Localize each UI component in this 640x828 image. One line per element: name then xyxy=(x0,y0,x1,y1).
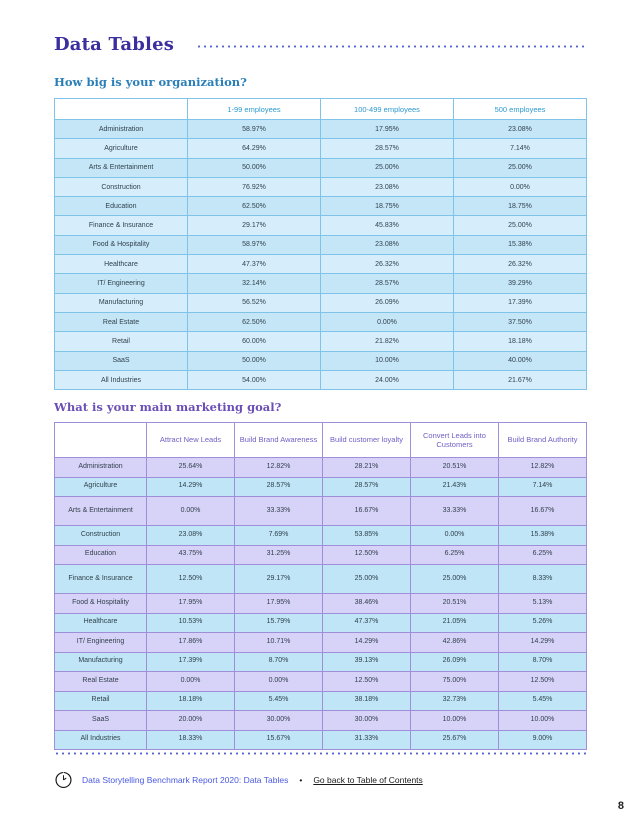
cell-value: 18.33% xyxy=(147,730,235,750)
cell-value: 25.67% xyxy=(411,730,499,750)
column-header-attract-new-leads: Attract New Leads xyxy=(147,423,235,458)
row-label: Retail xyxy=(55,691,147,711)
row-label: Manufacturing xyxy=(55,293,188,312)
clock-logo-icon xyxy=(54,770,73,789)
table-organization-size xyxy=(54,98,587,390)
cell-value: 15.79% xyxy=(235,613,323,633)
row-label: IT/ Engineering xyxy=(55,633,147,653)
cell-value: 60.00% xyxy=(188,332,321,351)
cell-value: 31.25% xyxy=(235,545,323,565)
cell-value: 0.00% xyxy=(411,526,499,546)
cell-value: 28.57% xyxy=(321,139,454,158)
cell-value: 6.25% xyxy=(499,545,587,565)
cell-value: 47.37% xyxy=(323,613,411,633)
cell-value: 25.00% xyxy=(454,158,587,177)
cell-value: 28.57% xyxy=(321,274,454,293)
cell-value: 23.08% xyxy=(454,120,587,139)
table-row xyxy=(55,545,587,565)
page-footer xyxy=(54,770,423,789)
cell-value: 0.00% xyxy=(235,672,323,692)
row-label: Arts & Entertainment xyxy=(55,497,147,526)
row-label: Healthcare xyxy=(55,255,188,274)
cell-value: 21.43% xyxy=(411,477,499,497)
column-header-1-99: 1-99 employees xyxy=(188,99,321,120)
cell-value: 10.00% xyxy=(499,711,587,731)
table-row-all-industries xyxy=(55,730,587,750)
cell-value: 23.08% xyxy=(321,177,454,196)
cell-value: 9.00% xyxy=(499,730,587,750)
cell-value: 12.50% xyxy=(323,545,411,565)
section-heading-organization-size: How big is your organization? xyxy=(54,75,247,89)
cell-value: 58.97% xyxy=(188,120,321,139)
cell-value: 10.00% xyxy=(411,711,499,731)
cell-value: 21.82% xyxy=(321,332,454,351)
page-number: 8 xyxy=(617,800,624,812)
cell-value: 38.18% xyxy=(323,691,411,711)
cell-value: 50.00% xyxy=(188,351,321,370)
cell-value: 10.00% xyxy=(321,351,454,370)
row-label: All Industries xyxy=(55,370,188,389)
cell-value: 5.45% xyxy=(499,691,587,711)
row-label: Arts & Entertainment xyxy=(55,158,188,177)
cell-value: 8.70% xyxy=(499,652,587,672)
cell-value: 17.95% xyxy=(235,594,323,614)
cell-value: 16.67% xyxy=(499,497,587,526)
cell-value: 17.39% xyxy=(454,293,587,312)
table-row xyxy=(55,197,587,216)
cell-value: 18.75% xyxy=(321,197,454,216)
cell-value: 5.13% xyxy=(499,594,587,614)
column-header-build-brand-awareness: Build Brand Awareness xyxy=(235,423,323,458)
row-label: Administration xyxy=(55,120,188,139)
cell-value: 26.32% xyxy=(454,255,587,274)
row-label: Food & Hospitality xyxy=(55,594,147,614)
cell-value: 18.18% xyxy=(147,691,235,711)
table-row xyxy=(55,526,587,546)
row-label: Agriculture xyxy=(55,139,188,158)
row-label: SaaS xyxy=(55,711,147,731)
cell-value: 47.37% xyxy=(188,255,321,274)
cell-value: 32.14% xyxy=(188,274,321,293)
table-row xyxy=(55,477,587,497)
title-divider-dots xyxy=(196,45,586,48)
table-header xyxy=(55,423,587,458)
table-header-row xyxy=(55,99,587,120)
footer-divider-dots xyxy=(54,752,586,755)
table-row xyxy=(55,691,587,711)
column-header-industry xyxy=(55,99,188,120)
cell-value: 50.00% xyxy=(188,158,321,177)
row-label: Administration xyxy=(55,458,147,478)
cell-value: 17.95% xyxy=(147,594,235,614)
cell-value: 26.32% xyxy=(321,255,454,274)
table-row xyxy=(55,711,587,731)
cell-value: 25.00% xyxy=(411,565,499,594)
table-row xyxy=(55,594,587,614)
cell-value: 17.39% xyxy=(147,652,235,672)
cell-value: 39.29% xyxy=(454,274,587,293)
table-header-row xyxy=(55,423,587,458)
cell-value: 15.38% xyxy=(454,235,587,254)
table-row xyxy=(55,351,587,370)
cell-value: 21.05% xyxy=(411,613,499,633)
cell-value: 38.46% xyxy=(323,594,411,614)
cell-value: 58.97% xyxy=(188,235,321,254)
cell-value: 76.92% xyxy=(188,177,321,196)
cell-value: 14.29% xyxy=(323,633,411,653)
cell-value: 62.50% xyxy=(188,197,321,216)
table-body xyxy=(55,120,587,390)
cell-value: 56.52% xyxy=(188,293,321,312)
cell-value: 0.00% xyxy=(147,672,235,692)
cell-value: 14.29% xyxy=(147,477,235,497)
cell-value: 6.25% xyxy=(411,545,499,565)
cell-value: 42.86% xyxy=(411,633,499,653)
row-label: Healthcare xyxy=(55,613,147,633)
table-row-all-industries xyxy=(55,370,587,389)
table-row xyxy=(55,312,587,331)
cell-value: 43.75% xyxy=(147,545,235,565)
cell-value: 12.50% xyxy=(147,565,235,594)
table-row xyxy=(55,274,587,293)
footer-separator: • xyxy=(299,774,303,785)
table-row xyxy=(55,458,587,478)
cell-value: 7.14% xyxy=(454,139,587,158)
table-row xyxy=(55,120,587,139)
cell-value: 30.00% xyxy=(323,711,411,731)
cell-value: 40.00% xyxy=(454,351,587,370)
row-label: Construction xyxy=(55,526,147,546)
column-header-100-499: 100-499 employees xyxy=(321,99,454,120)
cell-value: 8.70% xyxy=(235,652,323,672)
cell-value: 29.17% xyxy=(188,216,321,235)
cell-value: 17.95% xyxy=(321,120,454,139)
cell-value: 39.13% xyxy=(323,652,411,672)
table-of-contents-link[interactable]: Go back to Table of Contents xyxy=(313,774,423,785)
row-label: SaaS xyxy=(55,351,188,370)
row-label: Agriculture xyxy=(55,477,147,497)
cell-value: 20.51% xyxy=(411,594,499,614)
table-row xyxy=(55,332,587,351)
cell-value: 25.64% xyxy=(147,458,235,478)
cell-value: 7.14% xyxy=(499,477,587,497)
section-heading-marketing-goal: What is your main marketing goal? xyxy=(54,400,282,414)
row-label: Real Estate xyxy=(55,672,147,692)
cell-value: 14.29% xyxy=(499,633,587,653)
row-label: All Industries xyxy=(55,730,147,750)
table-row xyxy=(55,216,587,235)
cell-value: 8.33% xyxy=(499,565,587,594)
row-label: Education xyxy=(55,545,147,565)
table-row xyxy=(55,633,587,653)
cell-value: 28.21% xyxy=(323,458,411,478)
table-marketing-goal xyxy=(54,422,587,750)
table-row xyxy=(55,158,587,177)
cell-value: 53.85% xyxy=(323,526,411,546)
cell-value: 18.18% xyxy=(454,332,587,351)
cell-value: 25.00% xyxy=(454,216,587,235)
cell-value: 37.50% xyxy=(454,312,587,331)
cell-value: 30.00% xyxy=(235,711,323,731)
cell-value: 32.73% xyxy=(411,691,499,711)
cell-value: 0.00% xyxy=(147,497,235,526)
column-header-industry xyxy=(55,423,147,458)
cell-value: 75.00% xyxy=(411,672,499,692)
cell-value: 5.45% xyxy=(235,691,323,711)
table-row xyxy=(55,235,587,254)
cell-value: 33.33% xyxy=(235,497,323,526)
cell-value: 28.57% xyxy=(323,477,411,497)
table-row xyxy=(55,565,587,594)
cell-value: 15.38% xyxy=(499,526,587,546)
cell-value: 0.00% xyxy=(321,312,454,331)
cell-value: 25.00% xyxy=(323,565,411,594)
cell-value: 28.57% xyxy=(235,477,323,497)
table-row xyxy=(55,139,587,158)
column-header-build-brand-authority: Build Brand Authority xyxy=(499,423,587,458)
cell-value: 12.50% xyxy=(499,672,587,692)
cell-value: 10.71% xyxy=(235,633,323,653)
cell-value: 12.50% xyxy=(323,672,411,692)
row-label: Manufacturing xyxy=(55,652,147,672)
cell-value: 25.00% xyxy=(321,158,454,177)
row-label: IT/ Engineering xyxy=(55,274,188,293)
cell-value: 7.69% xyxy=(235,526,323,546)
row-label: Construction xyxy=(55,177,188,196)
table-header xyxy=(55,99,587,120)
cell-value: 15.67% xyxy=(235,730,323,750)
table-row xyxy=(55,672,587,692)
cell-value: 18.75% xyxy=(454,197,587,216)
cell-value: 23.08% xyxy=(147,526,235,546)
table-row xyxy=(55,613,587,633)
cell-value: 64.29% xyxy=(188,139,321,158)
column-header-500: 500 employees xyxy=(454,99,587,120)
row-label: Education xyxy=(55,197,188,216)
table-body xyxy=(55,458,587,750)
page-header xyxy=(54,30,586,58)
cell-value: 12.82% xyxy=(499,458,587,478)
table-row xyxy=(55,177,587,196)
cell-value: 16.67% xyxy=(323,497,411,526)
cell-value: 12.82% xyxy=(235,458,323,478)
cell-value: 33.33% xyxy=(411,497,499,526)
cell-value: 26.09% xyxy=(411,652,499,672)
table-row xyxy=(55,497,587,526)
footer-report-title: Data Storytelling Benchmark Report 2020: Data Tables xyxy=(82,774,289,785)
cell-value: 20.51% xyxy=(411,458,499,478)
cell-value: 31.33% xyxy=(323,730,411,750)
column-header-convert-leads: Convert Leads into Customers xyxy=(411,423,499,458)
cell-value: 0.00% xyxy=(454,177,587,196)
page-title: Data Tables xyxy=(54,33,175,55)
cell-value: 29.17% xyxy=(235,565,323,594)
cell-value: 26.09% xyxy=(321,293,454,312)
cell-value: 17.86% xyxy=(147,633,235,653)
cell-value: 24.00% xyxy=(321,370,454,389)
row-label: Food & Hospitality xyxy=(55,235,188,254)
table-row xyxy=(55,293,587,312)
cell-value: 54.00% xyxy=(188,370,321,389)
cell-value: 45.83% xyxy=(321,216,454,235)
cell-value: 23.08% xyxy=(321,235,454,254)
row-label: Real Estate xyxy=(55,312,188,331)
cell-value: 10.53% xyxy=(147,613,235,633)
table-row xyxy=(55,652,587,672)
cell-value: 21.67% xyxy=(454,370,587,389)
column-header-build-customer-loyalty: Build customer loyalty xyxy=(323,423,411,458)
cell-value: 5.26% xyxy=(499,613,587,633)
cell-value: 20.00% xyxy=(147,711,235,731)
row-label: Finance & Insurance xyxy=(55,216,188,235)
cell-value: 62.50% xyxy=(188,312,321,331)
row-label: Finance & Insurance xyxy=(55,565,147,594)
row-label: Retail xyxy=(55,332,188,351)
table-row xyxy=(55,255,587,274)
